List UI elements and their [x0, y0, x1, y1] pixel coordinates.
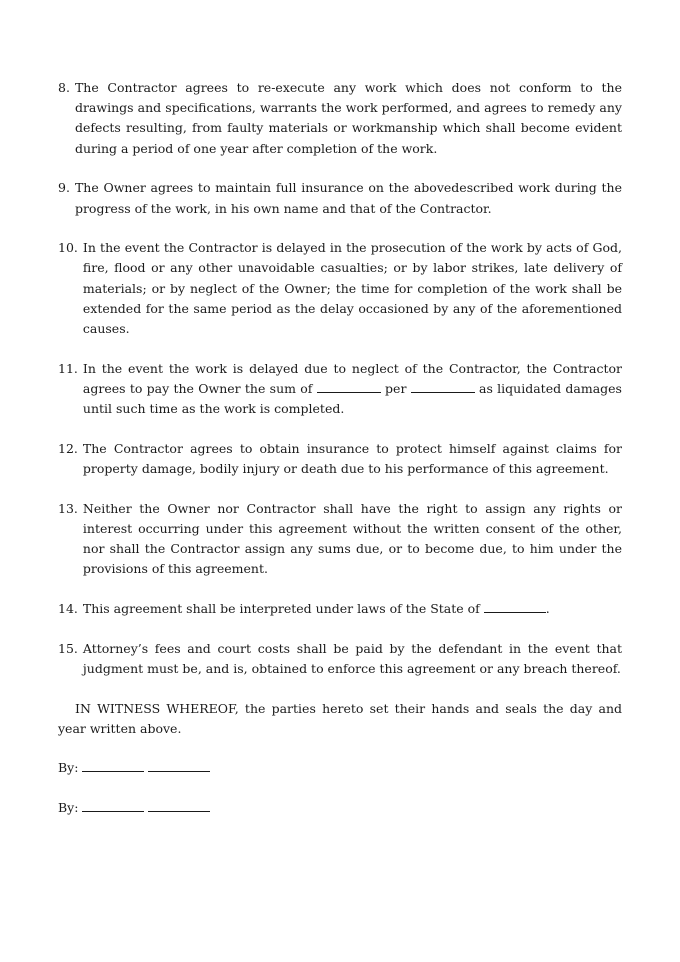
period-blank-line — [411, 381, 475, 393]
clause-14 — [58, 599, 622, 619]
clause-text-part: as liquidated damages until such time as the work is completed. — [82, 380, 622, 417]
clause-text-part: This agreement shall be interpreted under laws of the State of — [82, 601, 480, 617]
clause-text — [83, 599, 622, 619]
document-page — [58, 78, 622, 837]
clause-11 — [58, 359, 622, 420]
signature-blank-line — [148, 760, 210, 772]
clause-8 — [58, 78, 622, 159]
clause-text: Neither the Owner nor Contractor shall have the right to assign any rights or interest occurring under this agreement without the written consent of the other, nor shall the Contractor assign any sums due, or to become due, to him under the provisions of this agreement. — [82, 500, 622, 577]
clause-number: 11. — [58, 360, 78, 376]
witness-paragraph: IN WITNESS WHEREOF, the parties hereto set their hands and seals the day and year written above. — [58, 700, 622, 736]
clause-number: 15. — [58, 640, 78, 656]
clause-text: The Contractor agrees to obtain insurance to protect himself against claims for property damage, bodily injury or death due to his performance of this agreement. — [82, 440, 622, 477]
clause-13 — [58, 499, 622, 580]
signature-blank-line — [82, 760, 144, 772]
sum-blank-line — [317, 381, 381, 393]
signature-line — [58, 758, 622, 778]
signature-blank-line — [148, 800, 210, 812]
state-blank-line — [484, 601, 546, 613]
clause-10 — [58, 238, 622, 339]
clause-number: 10. — [58, 240, 78, 256]
clause-text-part: In the event the work is delayed due to neglect of the Contractor, the Contractor agrees to pay the Owner the sum of — [82, 360, 622, 396]
clause-12 — [58, 439, 622, 479]
clause-9 — [58, 178, 622, 218]
clause-text: Attorney’s fees and court costs shall be paid by the defendant in the event that judgment must be, and is, obtained to enforce this agreement or any breach thereof. — [82, 640, 622, 676]
signature-blank-line — [82, 800, 144, 812]
clause-number: 14. — [58, 601, 78, 617]
clause-number: 12. — [58, 440, 78, 456]
signature-label: By: — [58, 760, 79, 776]
clause-text: The Owner agrees to maintain full insurance on the abovedescribed work during the progress of the work, in his own name and that of the Contractor. — [74, 180, 622, 216]
clause-number: 13. — [58, 500, 78, 516]
clause-text — [83, 359, 622, 420]
signature-line — [58, 798, 622, 818]
clause-number: 8. — [58, 80, 70, 95]
signature-label: By: — [58, 799, 79, 815]
clause-text: In the event the Contractor is delayed in the prosecution of the work by acts of God, fire, flood or any other unavoidable casualties; or by labor strikes, late delivery of materials; or by neglect of the Owner; the time for completion of the work shall be extended for the same period as the delay occasioned by any of the aforementioned causes. — [82, 240, 622, 337]
clause-text: The Contractor agrees to re-execute any work which does not conform to the drawings and specifications, warrants the work performed, and agrees to remedy any defects resulting, from faulty materials or workmanship which shall become evident during a period of one year after completion of the work. — [74, 80, 622, 156]
clause-number: 9. — [58, 180, 70, 196]
clause-15 — [58, 639, 622, 679]
clause-end-period: . — [545, 601, 550, 617]
clause-text-part: per — [385, 380, 407, 396]
